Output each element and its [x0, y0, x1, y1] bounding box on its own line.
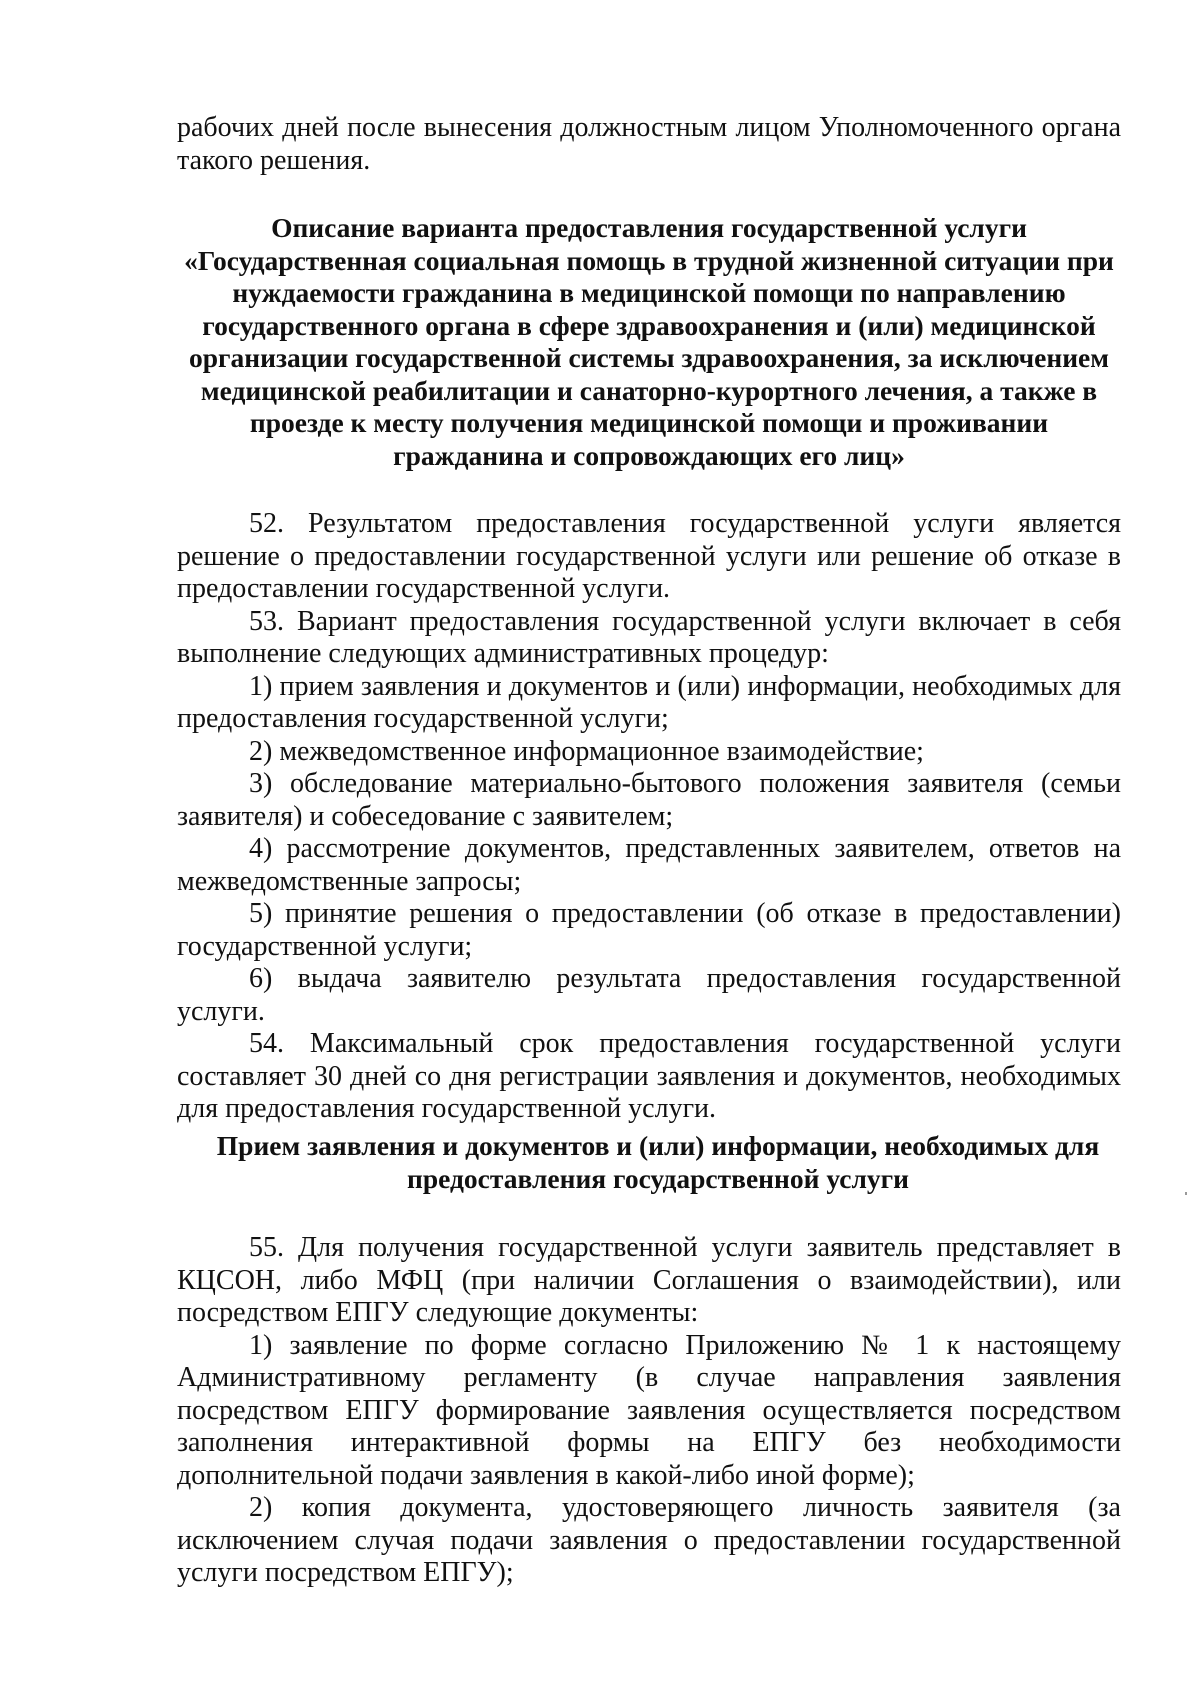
- list-item-55-2: 2) копия документа, удостоверяющего личность заявителя (за исключением случая подачи заявления о предоставлении государственной услуги посредством ЕПГУ);: [177, 1492, 1121, 1588]
- list-item-53-6: 6) выдача заявителю результата предоставления государственной услуги.: [177, 963, 1121, 1027]
- section-1-heading-block: [180, 212, 1118, 472]
- scan-speck: [1185, 1192, 1187, 1195]
- list-item-53-1: 1) прием заявления и документов и (или) информации, необходимых для предоставления государственной услуги;: [177, 670, 1121, 734]
- section-1-body: [177, 508, 1121, 1126]
- section-2-heading-block: [190, 1130, 1126, 1195]
- section-2-heading: Прием заявления и документов и (или) информации, необходимых для предоставления государственной услуги: [216, 1130, 1100, 1194]
- intro-block: [177, 112, 1121, 177]
- list-item-53-2: 2) межведомственное информационное взаимодействие;: [249, 735, 924, 767]
- section-2-body: [177, 1232, 1121, 1590]
- intro-paragraph: рабочих дней после вынесения должностным лицом Уполномоченного органа такого решения.: [177, 112, 1121, 176]
- list-item-53-5: 5) принятие решения о предоставлении (об отказе в предоставлении) государственной услуги;: [177, 898, 1121, 962]
- paragraph-53: 53. Вариант предоставления государственной услуги включает в себя выполнение следующих административных процедур:: [177, 605, 1121, 669]
- list-item-53-3: 3) обследование материально-бытового положения заявителя (семьи заявителя) и собеседование с заявителем;: [177, 768, 1121, 832]
- list-item-55-1: 1) заявление по форме согласно Приложению № 1 к настоящему Административному регламенту (в случае направления заявления посредством ЕПГУ формирование заявления осуществляется посредством заполнения интерактивной формы на ЕПГУ без необходимости дополнительной подачи заявления в какой-либо иной форме);: [177, 1329, 1121, 1491]
- paragraph-52: 52. Результатом предоставления государственной услуги является решение о предоставлении государственной услуги или решение об отказе в предоставлении государственной услуги.: [177, 508, 1121, 604]
- paragraph-55: 55. Для получения государственной услуги заявитель представляет в КЦСОН, либо МФЦ (при наличии Соглашения о взаимодействии), или посредством ЕПГУ следующие документы:: [177, 1232, 1121, 1328]
- paragraph-54: 54. Максимальный срок предоставления государственной услуги составляет 30 дней со дня регистрации заявления и документов, необходимых для предоставления государственной услуги.: [177, 1028, 1121, 1124]
- list-item-53-4: 4) рассмотрение документов, представленных заявителем, ответов на межведомственные запросы;: [177, 833, 1121, 897]
- section-1-heading: Описание варианта предоставления государственной услуги «Государственная социальная помощь в трудной жизненной ситуации при нуждаемости гражданина в медицинской помощи по направлению государственного органа в сфере здравоохранения и (или) медицинской организации государственной системы здравоохранения, за исключением медицинской реабилитации и санаторно-курортного лечения, а также в проезде к месту получения медицинской помощи и проживании гражданина и сопровождающих его лиц»: [184, 212, 1114, 471]
